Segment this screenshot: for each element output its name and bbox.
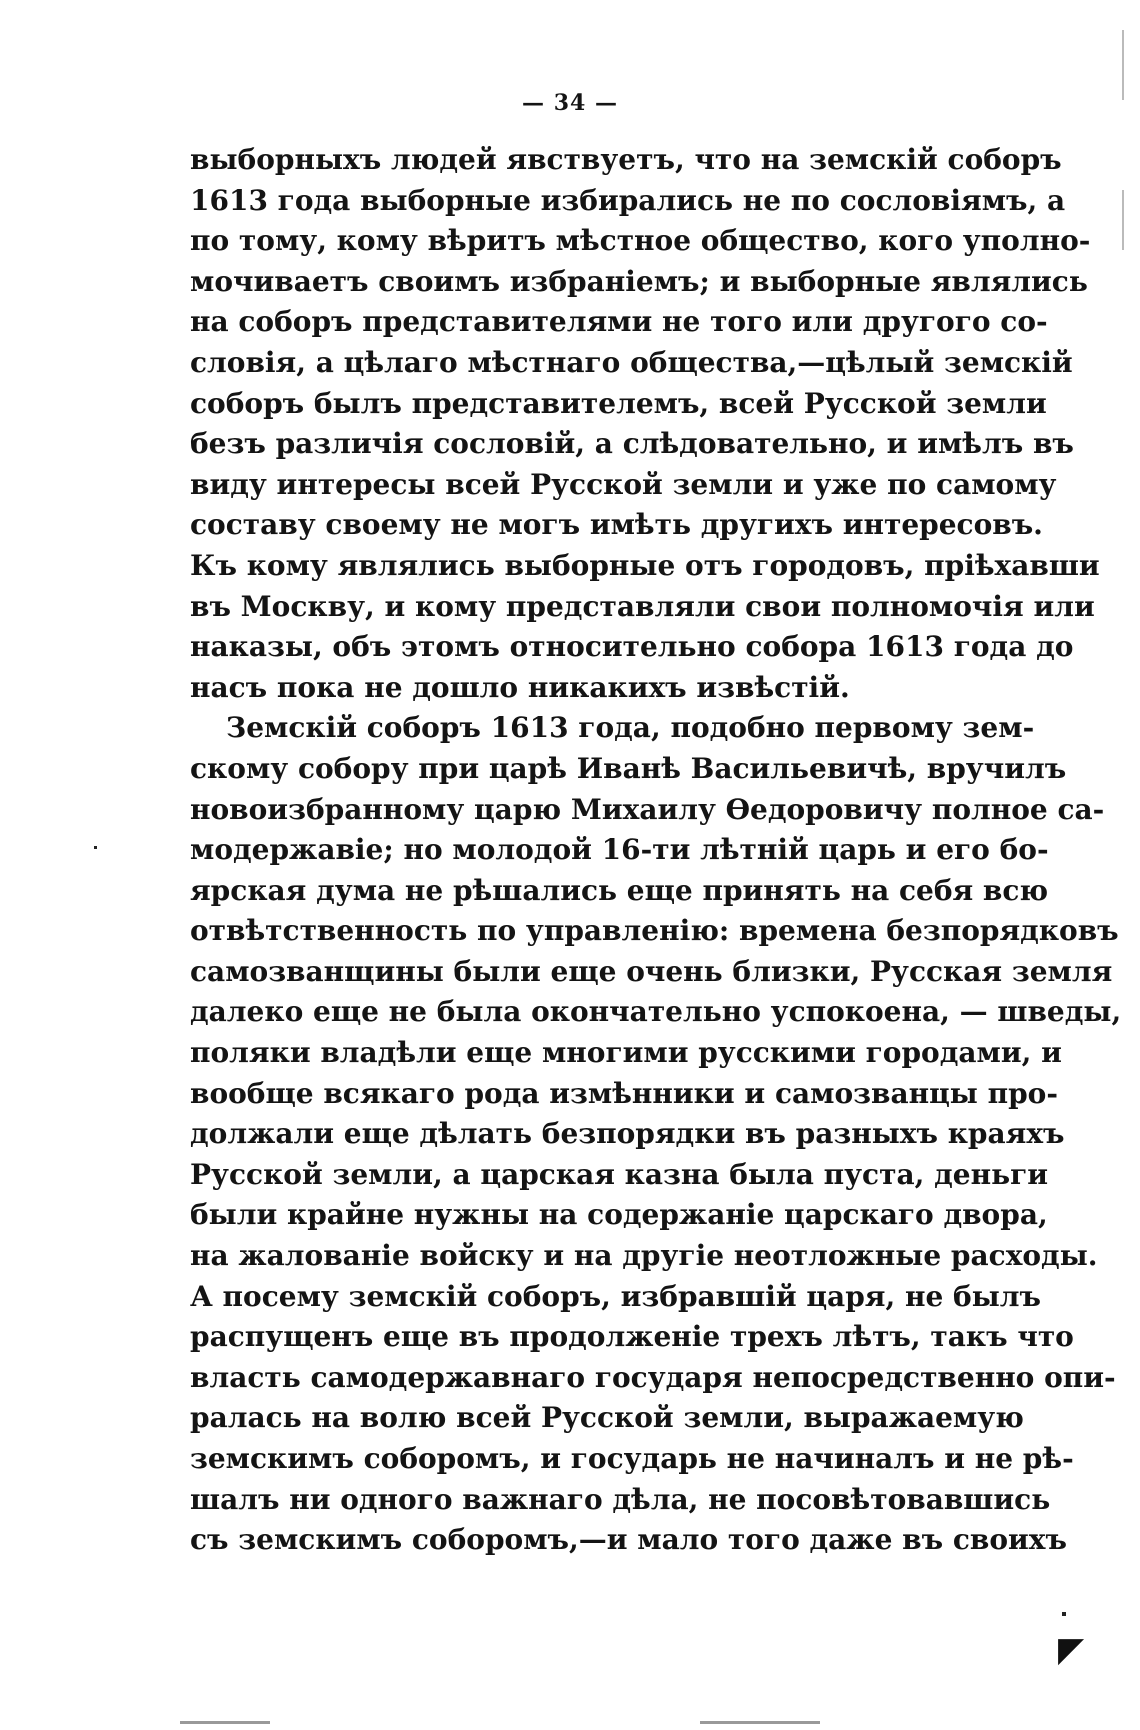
text-line: распущенъ еще въ продолженіе трехъ лѣтъ, такъ что (190, 1320, 1074, 1354)
text-line: шалъ ни одного важнаго дѣла, не посовѣтовавшись (190, 1482, 1051, 1516)
body-text (190, 140, 1122, 1561)
text-line: виду интересы всей Русской земли и уже по самому (190, 467, 1057, 501)
paragraph-first-line: Земскій соборъ 1613 года, подобно первому зем- (226, 711, 1035, 745)
text-line: наказы, объ этомъ относительно собора 1613 года до (190, 630, 1074, 664)
text-line: были крайне нужны на содержаніе царскаго двора, (190, 1198, 1048, 1232)
text-line: Къ кому являлись выборные отъ городовъ, пріѣхавши (190, 548, 1100, 582)
text-line: власть самодержавнаго государя непосредственно опи- (190, 1360, 1116, 1394)
text-line: поляки владѣли еще многими русскими городами, и (190, 1036, 1062, 1070)
text-line: съ земскимъ соборомъ,—и мало того даже въ своихъ (190, 1523, 1067, 1557)
scan-speck (94, 846, 97, 849)
text-line: насъ пока не дошло никакихъ извѣстій. (190, 670, 850, 704)
text-line: по тому, кому вѣритъ мѣстное общество, кого уполно- (190, 224, 1091, 258)
text-line: составу своему не могъ имѣть другихъ интересовъ. (190, 508, 1043, 542)
scan-bottom-smudge (700, 1721, 820, 1724)
text-line: далеко еще не была окончательно успокоена, — шведы, (190, 995, 1122, 1029)
scan-edge-line (1122, 190, 1124, 250)
text-line: земскимъ соборомъ, и государь не начиналъ и не рѣ- (190, 1442, 1074, 1475)
text-line: Русской земли, а царская казна была пуста, деньги (190, 1157, 1048, 1191)
scan-bottom-smudge (180, 1721, 270, 1724)
text-line: самозванщины были еще очень близки, Русская земля (190, 954, 1113, 988)
text-line: отвѣтственность по управленію: времена безпорядковъ (190, 914, 1119, 948)
text-line: вообще всякаго рода измѣнники и самозванцы про- (190, 1076, 1058, 1110)
text-line: А посему земскій соборъ, избравшій царя, не былъ (190, 1279, 1041, 1313)
text-line: выборныхъ людей явствуетъ, что на земскій соборъ (190, 143, 1062, 176)
text-line: въ Москву, и кому представляли свои полномочія или (190, 589, 1095, 623)
scan-speck (1062, 1612, 1066, 1616)
text-line: соборъ былъ представителемъ, всей Русской земли (190, 386, 1047, 420)
text-line: 1613 года выборные избирались не по сословіямъ, а (190, 183, 1066, 217)
text-line: модержавіе; но молодой 16-ти лѣтній царь и его бо- (190, 833, 1049, 867)
text-line: безъ различія сословій, а слѣдовательно, и имѣлъ въ (190, 427, 1074, 461)
text-line: скому собору при царѣ Иванѣ Васильевичѣ, вручилъ (190, 751, 1067, 785)
text-line: на жалованіе войску и на другіе неотложные расходы. (190, 1239, 1098, 1273)
text-line: ралась на волю всей Русской земли, выражаемую (190, 1401, 1024, 1435)
text-line: мочиваетъ своимъ избраніемъ; и выборные являлись (190, 264, 1088, 298)
scan-edge-line (1122, 30, 1124, 100)
page-number: — 34 — (522, 90, 618, 116)
text-line: словія, а цѣлаго мѣстнаго общества,—цѣлый земскій (190, 345, 1073, 379)
text-line: должали еще дѣлать безпорядки въ разныхъ краяхъ (190, 1117, 1065, 1151)
text-line: на соборъ представителями не того или другого со- (190, 305, 1048, 339)
corner-mark-icon: ◤ (1058, 1630, 1085, 1670)
text-line: новоизбранному царю Михаилу Ѳедоровичу полное са- (190, 792, 1105, 826)
text-line: ярская дума не рѣшались еще принять на себя всю (190, 873, 1049, 907)
